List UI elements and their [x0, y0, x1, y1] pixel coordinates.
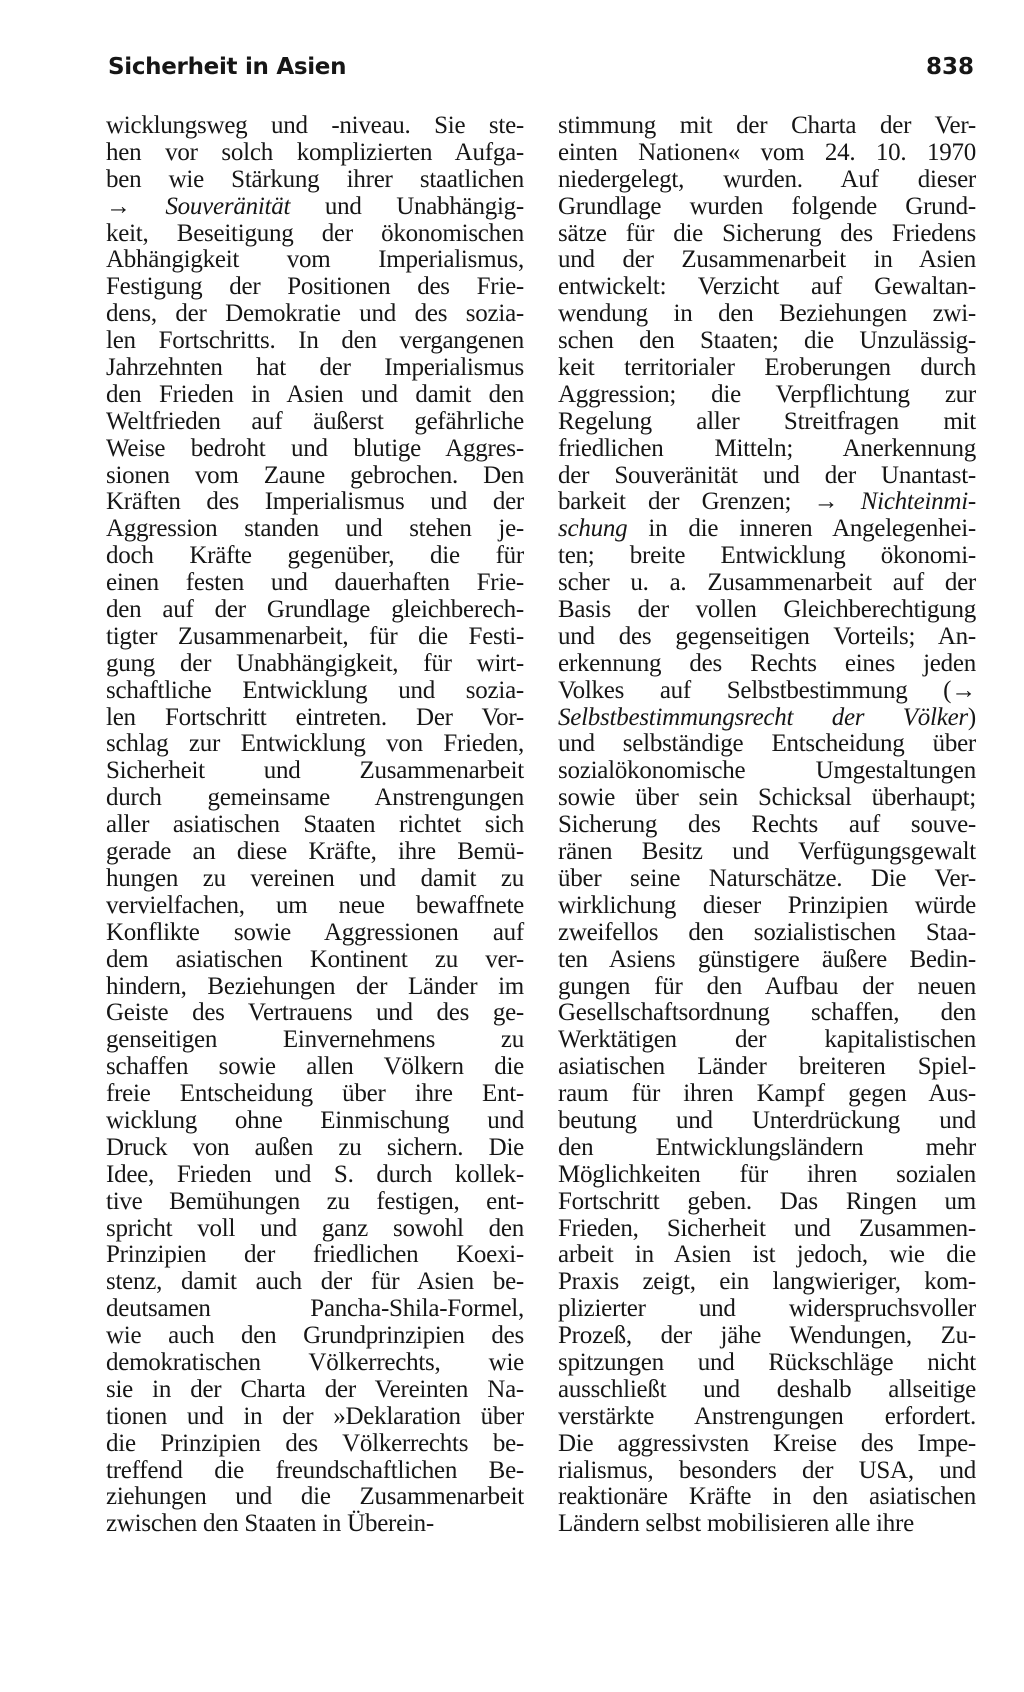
text-run: zweifellos den sozialistischen Staa- [558, 918, 976, 946]
text-line [106, 1350, 524, 1377]
text-run: arbeit in Asien ist jedoch, wie die [558, 1241, 976, 1269]
text-run: spitzungen und Rückschläge nicht [558, 1348, 976, 1376]
text-run: Prozeß, der jähe Wendungen, Zu- [558, 1322, 976, 1350]
text-line [558, 597, 976, 624]
text-line [558, 1269, 976, 1296]
text-line [558, 1242, 976, 1269]
text-line [106, 1135, 524, 1162]
text-run: einen festen und dauerhaften Frie- [106, 569, 524, 597]
text-run: len Fortschritts. In den vergangenen [106, 327, 524, 355]
text-run: Aggression standen und stehen je- [106, 515, 524, 543]
text-run: deutsamen Pancha-Shila-Formel, [106, 1295, 524, 1323]
text-run: durch gemeinsame Anstrengungen [106, 784, 524, 812]
text-line [558, 463, 976, 490]
text-line [106, 758, 524, 785]
text-run: Regelung aller Streitfragen mit [558, 407, 976, 435]
text-line [558, 624, 976, 651]
text-run: ) [967, 703, 976, 731]
text-line [106, 1000, 524, 1027]
text-line [106, 382, 524, 409]
text-line [558, 301, 976, 328]
text-run: raum für ihren Kampf gegen Aus- [558, 1080, 976, 1108]
text-run: ben wie Stärkung ihrer staatlichen [106, 165, 524, 193]
running-head: Sicherheit in Asien [108, 54, 347, 80]
text-line [558, 1108, 976, 1135]
text-line [558, 436, 976, 463]
text-run: wicklungsweg und -niveau. Sie ste- [106, 112, 524, 139]
text-line [106, 1081, 524, 1108]
text-line [558, 920, 976, 947]
text-run: einten Nationen« vom 24. 10. 1970 [558, 138, 976, 166]
text-run: den auf der Grundlage gleichberech- [106, 596, 524, 624]
text-run: scher u. a. Zusammenarbeit auf der [558, 569, 976, 597]
text-run: gerade an diese Kräfte, ihre Bemü- [106, 838, 524, 866]
text-run: Werktätigen der kapitalistischen [558, 1026, 976, 1054]
text-line [106, 543, 524, 570]
text-run: dem asiatischen Kontinent zu ver- [106, 945, 524, 973]
text-line [106, 1377, 524, 1404]
text-run: keit, Beseitigung der ökonomischen [106, 219, 524, 247]
text-line [558, 247, 976, 274]
text-run: plizierter und widerspruchsvoller [558, 1295, 976, 1323]
text-run: rialismus, besonders der USA, und [558, 1456, 976, 1484]
text-run: tigter Zusammenarbeit, für die Festi- [106, 622, 524, 650]
text-run: niedergelegt, wurden. Auf dieser [558, 165, 976, 193]
text-line [558, 274, 976, 301]
text-line [106, 328, 524, 355]
text-run: Volkes auf Selbstbestimmung (→ [558, 676, 976, 704]
text-run: Konflikte sowie Aggressionen auf [106, 918, 524, 946]
text-run: Abhängigkeit vom Imperialismus, [106, 246, 524, 274]
text-run: Möglichkeiten für ihren sozialen [558, 1160, 976, 1188]
text-line [558, 1027, 976, 1054]
text-line [106, 1108, 524, 1135]
text-line [558, 1431, 976, 1458]
text-line [106, 705, 524, 732]
text-run: stimmung mit der Charta der Ver- [558, 112, 976, 139]
text-run: reaktionäre Kräfte in den asiatischen [558, 1483, 976, 1511]
text-run: zwischen den Staaten in Überein- [106, 1510, 434, 1538]
text-line [106, 974, 524, 1001]
text-run: wicklung ohne Einmischung und [106, 1106, 524, 1134]
text-run: treffend die freundschaftlichen Be- [106, 1456, 524, 1484]
text-run: schen den Staaten; die Unzulässig- [558, 327, 976, 355]
text-line [106, 570, 524, 597]
text-line [558, 1511, 976, 1538]
text-line [106, 651, 524, 678]
text-run: gungen für den Aufbau der neuen [558, 972, 976, 1000]
text-run: Grundlage wurden folgende Grund- [558, 192, 976, 220]
text-run: ten; breite Entwicklung ökonomi- [558, 542, 976, 570]
text-line [106, 516, 524, 543]
text-run: Basis der vollen Gleichberechtigung [558, 596, 976, 624]
text-run: spricht voll und ganz sowohl den [106, 1214, 524, 1242]
text-line [558, 839, 976, 866]
text-line [558, 382, 976, 409]
text-column-right [558, 113, 976, 1538]
text-line [558, 1216, 976, 1243]
text-run: den Frieden in Asien und damit den [106, 380, 524, 408]
text-run: in die inneren Angelegenhei- [627, 515, 976, 543]
text-run: Prinzipien der friedlichen Koexi- [106, 1241, 524, 1269]
text-line [558, 866, 976, 893]
text-run: entwickelt: Verzicht auf Gewaltan- [558, 273, 976, 301]
text-run: stenz, damit auch der für Asien be- [106, 1268, 524, 1296]
text-run: ten Asiens günstigere äußere Bedin- [558, 945, 976, 973]
text-line [106, 624, 524, 651]
text-line [558, 1296, 976, 1323]
text-line [106, 489, 524, 516]
text-line [106, 1189, 524, 1216]
text-run: und der Zusammenarbeit in Asien [558, 246, 976, 274]
text-run: Jahrzehnten hat der Imperialismus [106, 354, 524, 382]
text-run: hen vor solch komplizierten Aufga- [106, 138, 524, 166]
text-line [558, 893, 976, 920]
text-run: beutung und Unterdrückung und [558, 1106, 976, 1134]
text-run: Sicherheit und Zusammenarbeit [106, 757, 524, 785]
cross-reference: Nichteinmi- [860, 488, 976, 516]
text-line [558, 1000, 976, 1027]
text-line [106, 274, 524, 301]
text-line [106, 1216, 524, 1243]
text-line [558, 731, 976, 758]
text-run: demokratischen Völkerrechts, wie [106, 1348, 524, 1376]
text-line [558, 167, 976, 194]
text-run: len Fortschritt eintreten. Der Vor- [106, 703, 524, 731]
text-run: ausschließt und deshalb allseitige [558, 1375, 976, 1403]
text-run: schaftliche Entwicklung und sozia- [106, 676, 524, 704]
text-line [106, 194, 524, 221]
text-line [558, 516, 976, 543]
text-line [106, 678, 524, 705]
text-run: Ländern selbst mobilisieren alle ihre [558, 1510, 914, 1538]
text-line [106, 1054, 524, 1081]
text-line [106, 113, 524, 140]
text-run: der Souveränität und der Unantast- [558, 461, 976, 489]
text-line [106, 731, 524, 758]
text-line [558, 140, 976, 167]
text-run: und selbständige Entscheidung über [558, 730, 976, 758]
page-number: 838 [925, 54, 974, 80]
cross-reference: Selbstbestimmungsrecht der Völker [558, 703, 968, 731]
text-run: und des gegenseitigen Vorteils; An- [558, 622, 976, 650]
text-line [106, 167, 524, 194]
text-line [558, 1458, 976, 1485]
text-run: Praxis zeigt, ein langwieriger, kom- [558, 1268, 976, 1296]
text-run: doch Kräfte gegenüber, die für [106, 542, 524, 570]
text-line [106, 140, 524, 167]
text-line [558, 1323, 976, 1350]
text-run: sozialökonomische Umgestaltungen [558, 757, 976, 785]
text-line [558, 221, 976, 248]
text-line [558, 785, 976, 812]
text-column-left [106, 113, 524, 1538]
text-line [558, 489, 976, 516]
text-run: Weise bedroht und blutige Aggres- [106, 434, 524, 462]
text-run: ziehungen und die Zusammenarbeit [106, 1483, 524, 1511]
text-line [106, 947, 524, 974]
text-line [558, 705, 976, 732]
text-line [106, 1162, 524, 1189]
text-line [106, 920, 524, 947]
text-run: freie Entscheidung über ihre Ent- [106, 1080, 524, 1108]
text-run: erkennung des Rechts eines jeden [558, 649, 976, 677]
text-line [558, 328, 976, 355]
text-line [106, 1027, 524, 1054]
text-run: Festigung der Positionen des Frie- [106, 273, 524, 301]
text-line [558, 409, 976, 436]
text-line [106, 839, 524, 866]
cross-reference: schung [558, 515, 628, 543]
text-line [106, 866, 524, 893]
text-line [106, 463, 524, 490]
text-run: über seine Naturschätze. Die Ver- [558, 864, 976, 892]
text-run: Weltfrieden auf äußerst gefährliche [106, 407, 524, 435]
text-run: hindern, Beziehungen der Länder im [106, 972, 524, 1000]
text-line [558, 947, 976, 974]
text-line [106, 247, 524, 274]
text-line [106, 1431, 524, 1458]
text-run: den Entwicklungsländern mehr [558, 1133, 976, 1161]
text-line [106, 1458, 524, 1485]
text-run: genseitigen Einvernehmens zu [106, 1026, 524, 1054]
text-run: sie in der Charta der Vereinten Na- [106, 1375, 524, 1403]
page-header [108, 54, 974, 94]
text-run: Frieden, Sicherheit und Zusammen- [558, 1214, 976, 1242]
text-run: sionen vom Zaune gebrochen. Den [106, 461, 524, 489]
text-run: friedlichen Mitteln; Anerkennung [558, 434, 976, 462]
text-run: gung der Unabhängigkeit, für wirt- [106, 649, 524, 677]
text-run: Kräften des Imperialismus und der [106, 488, 524, 516]
text-run: tionen und in der »Deklaration über [106, 1402, 524, 1430]
cross-reference: Souveränität [165, 192, 291, 220]
text-run: Sicherung des Rechts auf souve- [558, 811, 976, 839]
text-line [106, 785, 524, 812]
text-run: sätze für die Sicherung des Friedens [558, 219, 976, 247]
text-line [558, 1377, 976, 1404]
text-run: und Unabhängig- [290, 192, 524, 220]
text-line [558, 1404, 976, 1431]
text-run: tive Bemühungen zu festigen, ent- [106, 1187, 524, 1215]
text-run: schaffen sowie allen Völkern die [106, 1053, 524, 1081]
text-line [106, 1484, 524, 1511]
text-run: schlag zur Entwicklung von Frieden, [106, 730, 524, 758]
text-run: asiatischen Länder breiteren Spiel- [558, 1053, 976, 1081]
text-line [558, 1054, 976, 1081]
text-line [558, 570, 976, 597]
text-line [106, 1269, 524, 1296]
text-line [106, 597, 524, 624]
text-line [106, 893, 524, 920]
text-line [558, 1484, 976, 1511]
text-line [106, 1404, 524, 1431]
text-run: Idee, Frieden und S. durch kollek- [106, 1160, 524, 1188]
text-line [558, 194, 976, 221]
text-run: hungen zu vereinen und damit zu [106, 864, 524, 892]
text-line [106, 1296, 524, 1323]
text-line [106, 221, 524, 248]
text-line [558, 678, 976, 705]
text-run: vervielfachen, um neue bewaffnete [106, 891, 524, 919]
text-run: Aggression; die Verpflichtung zur [558, 380, 976, 408]
text-run: sowie über sein Schicksal überhaupt; [558, 784, 976, 812]
text-run: ränen Besitz und Verfügungsgewalt [558, 838, 976, 866]
text-line [558, 1135, 976, 1162]
text-line [106, 355, 524, 382]
text-run: wie auch den Grundprinzipien des [106, 1322, 524, 1350]
text-line [558, 1350, 976, 1377]
text-run: keit territorialer Eroberungen durch [558, 354, 976, 382]
text-line [106, 1242, 524, 1269]
text-line [558, 651, 976, 678]
text-run: → [106, 192, 166, 220]
text-run: Die aggressivsten Kreise des Impe- [558, 1429, 976, 1457]
text-line [106, 812, 524, 839]
text-run: aller asiatischen Staaten richtet sich [106, 811, 524, 839]
text-line [106, 1511, 524, 1538]
text-run: wirklichung dieser Prinzipien würde [558, 891, 976, 919]
text-run: wendung in den Beziehungen zwi- [558, 300, 976, 328]
text-run: Druck von außen zu sichern. Die [106, 1133, 524, 1161]
text-run: Geiste des Vertrauens und des ge- [106, 999, 524, 1027]
text-line [106, 301, 524, 328]
text-line [558, 1081, 976, 1108]
text-run: Fortschritt geben. Das Ringen um [558, 1187, 976, 1215]
text-line [558, 758, 976, 785]
text-line [106, 1323, 524, 1350]
text-line [558, 974, 976, 1001]
text-line [558, 355, 976, 382]
text-line [558, 1162, 976, 1189]
text-line [558, 1189, 976, 1216]
text-line [106, 436, 524, 463]
text-run: Gesellschaftsordnung schaffen, den [558, 999, 976, 1027]
text-line [558, 812, 976, 839]
text-line [558, 113, 976, 140]
text-run: barkeit der Grenzen; → [558, 488, 861, 516]
text-run: dens, der Demokratie und des sozia- [106, 300, 524, 328]
text-run: die Prinzipien des Völkerrechts be- [106, 1429, 524, 1457]
text-line [558, 543, 976, 570]
text-run: verstärkte Anstrengungen erfordert. [558, 1402, 976, 1430]
text-line [106, 409, 524, 436]
